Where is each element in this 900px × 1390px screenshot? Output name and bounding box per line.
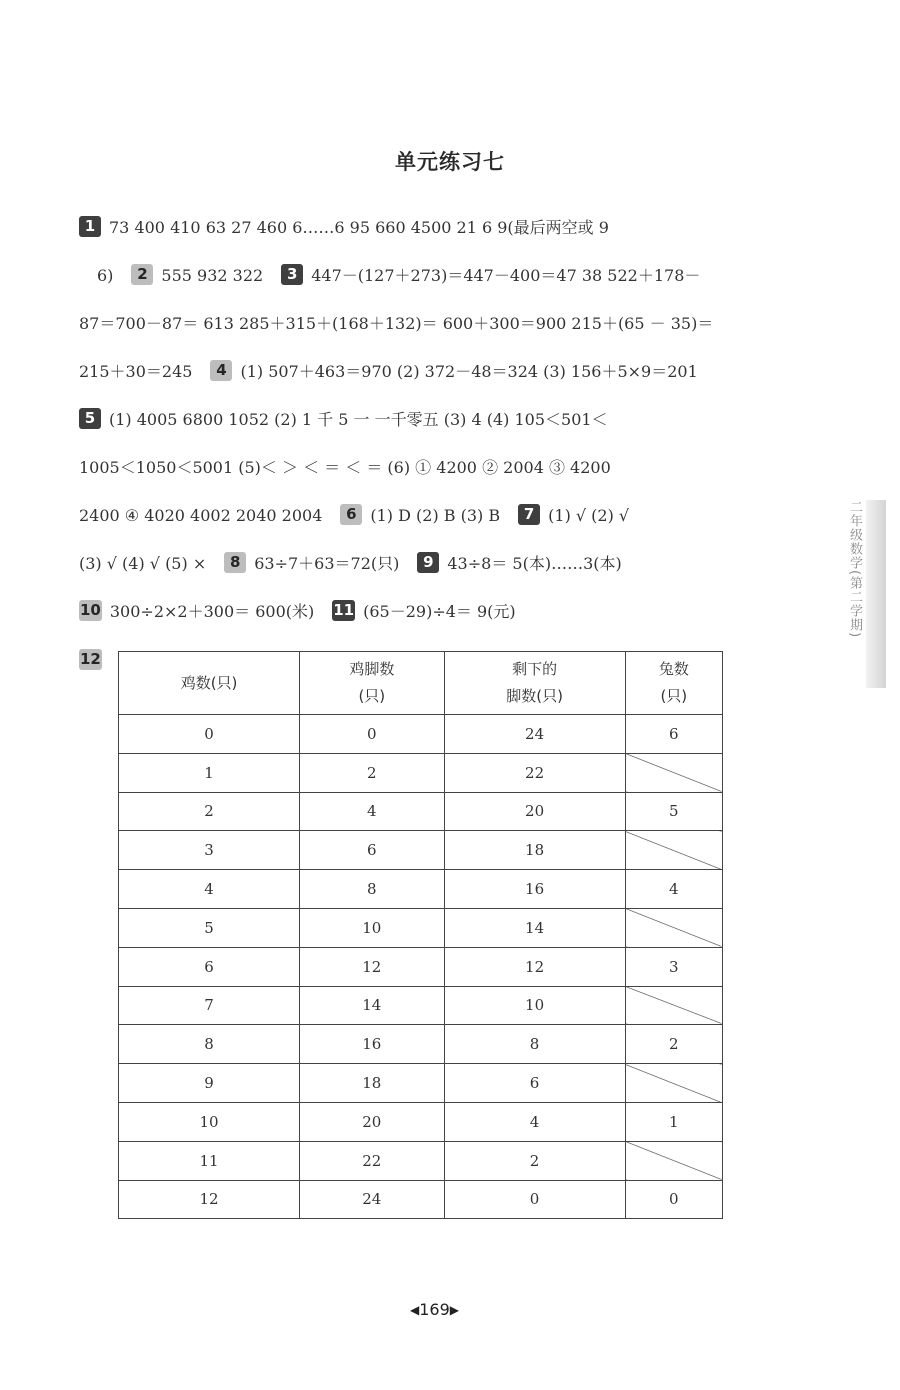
table-cell: 24 [300, 1180, 444, 1219]
table-cell: 1 [119, 753, 300, 792]
table-header-chicken-feet: 鸡脚数 (只) [300, 652, 444, 715]
table-cell: 3 [119, 831, 300, 870]
table-cell: 10 [119, 1102, 300, 1141]
table-cell: 2 [625, 1025, 722, 1064]
answer-line-5 [79, 407, 608, 433]
table-cell [625, 1141, 722, 1180]
table-cell: 4 [300, 792, 444, 831]
answer-line-2 [79, 263, 700, 289]
answer-text: (65－29)÷4＝ 9(元) [363, 602, 516, 621]
table-cell: 22 [300, 1141, 444, 1180]
table-cell: 16 [444, 870, 625, 909]
chicken-rabbit-table [118, 651, 723, 1219]
table-row [119, 715, 723, 754]
table-cell: 18 [444, 831, 625, 870]
table-cell: 2 [300, 753, 444, 792]
question-badge-12: 12 [80, 650, 101, 668]
table-cell: 8 [300, 870, 444, 909]
answer-text: 2400 ④ 4020 4002 2040 2004 [79, 506, 323, 525]
table-row [119, 1064, 723, 1103]
answer-text: (1) √ (2) √ [548, 506, 630, 525]
table-cell: 10 [444, 986, 625, 1025]
table-header-chickens: 鸡数(只) [119, 652, 300, 715]
table-cell: 5 [625, 792, 722, 831]
table-cell: 14 [300, 986, 444, 1025]
question-badge-9: 9 [417, 552, 439, 573]
question-badge-8: 8 [224, 552, 246, 573]
table-row [119, 831, 723, 870]
table-row [119, 1102, 723, 1141]
table-cell: 20 [300, 1102, 444, 1141]
table-row [119, 908, 723, 947]
answer-line-1 [79, 215, 609, 241]
table-row [119, 792, 723, 831]
table-cell: 14 [444, 908, 625, 947]
answer-text: 87＝700－87＝ 613 285＋315＋(168＋132)＝ 600＋300＝900 215＋(65 － 35)＝ [79, 314, 714, 333]
table-cell: 8 [119, 1025, 300, 1064]
question-badge-6: 6 [340, 504, 362, 525]
table-cell: 12 [444, 947, 625, 986]
table-row [119, 947, 723, 986]
table-cell: 5 [119, 908, 300, 947]
table-cell: 22 [444, 753, 625, 792]
side-label: 二年级数学(第二学期) [847, 500, 862, 639]
table-row [119, 870, 723, 909]
answer-text: 447－(127＋273)＝447－400＝47 38 522＋178－ [311, 266, 701, 285]
table-cell: 0 [444, 1180, 625, 1219]
table-cell: 0 [119, 715, 300, 754]
table-cell: 1 [625, 1102, 722, 1141]
answer-text: (1) 4005 6800 1052 (2) 1 千 5 一 一千零五 (3) 4 (4) 105＜501＜ [109, 410, 608, 429]
table-cell [625, 1064, 722, 1103]
table-cell: 2 [444, 1141, 625, 1180]
table-cell: 2 [119, 792, 300, 831]
answer-line-12 [79, 648, 110, 674]
table-cell: 3 [625, 947, 722, 986]
table-row [119, 753, 723, 792]
table-cell: 10 [300, 908, 444, 947]
table-cell: 6 [444, 1064, 625, 1103]
table-cell: 4 [119, 870, 300, 909]
table-cell: 11 [119, 1141, 300, 1180]
table-cell: 4 [625, 870, 722, 909]
table-header-row [119, 652, 723, 715]
answer-line-7 [79, 503, 629, 529]
table-cell [625, 986, 722, 1025]
table-cell: 18 [300, 1064, 444, 1103]
table-row [119, 1025, 723, 1064]
answer-text: 215＋30＝245 [79, 362, 193, 381]
answer-text: 555 932 322 [161, 266, 264, 285]
question-badge-3: 3 [281, 264, 303, 285]
answer-line-8 [79, 551, 622, 577]
table-cell: 7 [119, 986, 300, 1025]
answer-text: 1005＜1050＜5001 (5)＜ ＞ ＜ ＝ ＜ ＝ (6) ① 4200 ② 2004 ③ 4200 [79, 458, 611, 477]
right-triangle-icon: ▶ [449, 1303, 460, 1317]
table-cell: 6 [300, 831, 444, 870]
question-badge-11: 11 [333, 601, 355, 619]
left-triangle-icon: ◀ [410, 1303, 420, 1317]
table-cell: 0 [625, 1180, 722, 1219]
table-cell: 4 [444, 1102, 625, 1141]
table-cell: 24 [444, 715, 625, 754]
table-cell: 16 [300, 1025, 444, 1064]
answer-text: 6) [97, 266, 114, 285]
table-cell [625, 831, 722, 870]
table-cell: 9 [119, 1064, 300, 1103]
answer-text: 73 400 410 63 27 460 6……6 95 660 4500 21 6 9(最后两空或 9 [109, 218, 609, 237]
question-badge-7: 7 [518, 504, 540, 525]
page-number: ◀169▶ [410, 1300, 460, 1319]
answer-text: 43÷8＝ 5(本)……3(本) [447, 554, 622, 573]
answer-text: (1) 507＋463＝970 (2) 372－48＝324 (3) 156＋5×9＝201 [240, 362, 698, 381]
table-cell [625, 908, 722, 947]
table-cell: 12 [119, 1180, 300, 1219]
question-badge-4: 4 [210, 360, 232, 381]
table-cell: 12 [300, 947, 444, 986]
table-cell: 6 [625, 715, 722, 754]
answer-text: 63÷7＋63＝72(只) [254, 554, 400, 573]
page-title: 单元练习七 [395, 150, 505, 174]
answer-text: (1) D (2) B (3) B [370, 506, 501, 525]
question-badge-2: 2 [131, 264, 153, 285]
table-row [119, 1180, 723, 1219]
answer-line-9 [79, 599, 516, 625]
table-header-rabbits: 兔数 (只) [625, 652, 722, 715]
question-badge-1: 1 [79, 216, 101, 237]
table-cell [625, 753, 722, 792]
table-row [119, 1141, 723, 1180]
answer-text: (3) √ (4) √ (5) × [79, 554, 207, 573]
question-badge-5: 5 [79, 408, 101, 429]
question-badge-10: 10 [80, 601, 101, 619]
table-row [119, 986, 723, 1025]
answer-line-6 [79, 455, 611, 481]
answer-line-3 [79, 311, 713, 337]
answer-line-4 [79, 359, 698, 385]
table-cell: 8 [444, 1025, 625, 1064]
table-cell: 6 [119, 947, 300, 986]
answer-text: 300÷2×2＋300＝ 600(米) [109, 602, 315, 621]
table-cell: 0 [300, 715, 444, 754]
side-tab [866, 500, 886, 688]
table-cell: 20 [444, 792, 625, 831]
table-header-remaining-feet: 剩下的 脚数(只) [444, 652, 625, 715]
